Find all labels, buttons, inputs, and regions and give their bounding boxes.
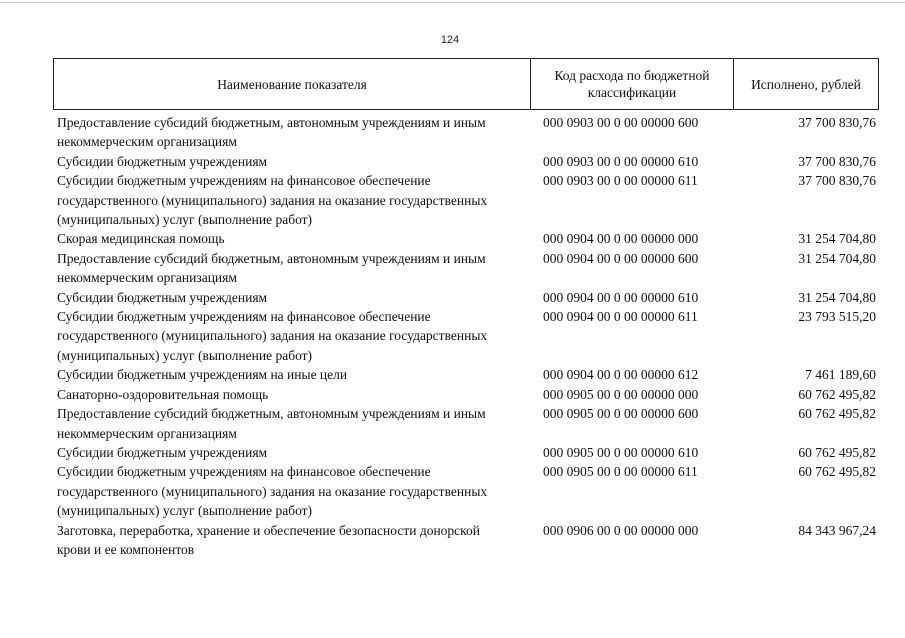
table-row	[53, 249, 879, 288]
row-code: 000 0904 00 0 00 00000 600	[543, 250, 699, 266]
page-number: 124	[440, 34, 460, 46]
row-code: 000 0904 00 0 00 00000 612	[543, 367, 699, 383]
table-row	[53, 385, 879, 404]
table-row	[53, 404, 879, 443]
row-code: 000 0905 00 0 00 00000 600	[543, 406, 699, 422]
table-body	[53, 113, 879, 559]
row-code: 000 0905 00 0 00 00000 000	[543, 386, 699, 402]
header-name-column: Наименование показателя	[54, 59, 531, 109]
row-amount: 31 254 704,80	[798, 289, 876, 305]
row-name: Предоставление субсидий бюджетным, автономным учреждениям и иным некоммерческим организациям	[57, 406, 486, 441]
table-row	[53, 152, 879, 171]
row-amount: 60 762 495,82	[798, 464, 876, 480]
table-row	[53, 171, 879, 229]
row-name: Субсидии бюджетным учреждениям	[57, 444, 268, 460]
table-row	[53, 229, 879, 248]
table-row	[53, 462, 879, 520]
table-row	[53, 307, 879, 365]
row-amount: 84 343 967,24	[798, 522, 876, 538]
row-amount: 31 254 704,80	[798, 231, 876, 247]
row-amount: 37 700 830,76	[798, 173, 876, 189]
row-code: 000 0903 00 0 00 00000 611	[543, 173, 698, 189]
row-amount: 60 762 495,82	[798, 386, 876, 402]
table-row	[53, 113, 879, 152]
table-row	[53, 288, 879, 307]
table-header	[53, 58, 879, 110]
row-code: 000 0906 00 0 00 00000 000	[543, 522, 699, 538]
header-amount-column: Исполнено, рублей	[751, 76, 861, 92]
row-name: Санаторно-оздоровительная помощь	[57, 386, 269, 402]
row-amount: 37 700 830,76	[798, 115, 876, 130]
row-code: 000 0904 00 0 00 00000 611	[543, 309, 698, 325]
row-name: Субсидии бюджетным учреждениям	[57, 289, 268, 305]
table-row	[53, 443, 879, 462]
header-code-column: Код расхода по бюджетной классификации	[531, 59, 734, 109]
row-code: 000 0904 00 0 00 00000 000	[543, 231, 699, 247]
row-name: Субсидии бюджетным учреждениям на финансовое обеспечение государственного (муниципального) задания на оказание государственных (муниципальных) услуг (выполнение работ)	[57, 309, 488, 363]
table-row	[53, 521, 879, 560]
row-code: 000 0905 00 0 00 00000 611	[543, 464, 698, 480]
row-amount: 7 461 189,60	[805, 367, 876, 383]
top-rule	[0, 2, 905, 3]
row-name: Субсидии бюджетным учреждениям на иные цели	[57, 367, 348, 383]
row-code: 000 0903 00 0 00 00000 610	[543, 153, 699, 169]
row-name: Предоставление субсидий бюджетным, автономным учреждениям и иным некоммерческим организациям	[57, 250, 486, 286]
table-row	[53, 365, 879, 384]
row-amount: 60 762 495,82	[798, 406, 876, 422]
row-name: Субсидии бюджетным учреждениям на финансовое обеспечение государственного (муниципального) задания на оказание государственных (муниципальных) услуг (выполнение работ)	[57, 464, 488, 519]
row-name: Субсидии бюджетным учреждениям	[57, 153, 268, 169]
row-name: Скорая медицинская помощь	[57, 231, 225, 247]
row-amount: 23 793 515,20	[798, 309, 876, 325]
row-code: 000 0904 00 0 00 00000 610	[543, 289, 699, 305]
row-amount: 60 762 495,82	[798, 444, 876, 460]
row-name: Предоставление субсидий бюджетным, автономным учреждениям и иным некоммерческим организациям	[57, 115, 486, 150]
row-code: 000 0903 00 0 00 00000 600	[543, 115, 699, 130]
row-name: Субсидии бюджетным учреждениям на финансовое обеспечение государственного (муниципального) задания на оказание государственных (муниципальных) услуг (выполнение работ)	[57, 173, 488, 228]
row-amount: 31 254 704,80	[798, 250, 876, 266]
row-code: 000 0905 00 0 00 00000 610	[543, 444, 699, 460]
row-name: Заготовка, переработка, хранение и обеспечение безопасности донорской крови и ее компонентов	[57, 522, 481, 557]
row-amount: 37 700 830,76	[798, 153, 876, 169]
